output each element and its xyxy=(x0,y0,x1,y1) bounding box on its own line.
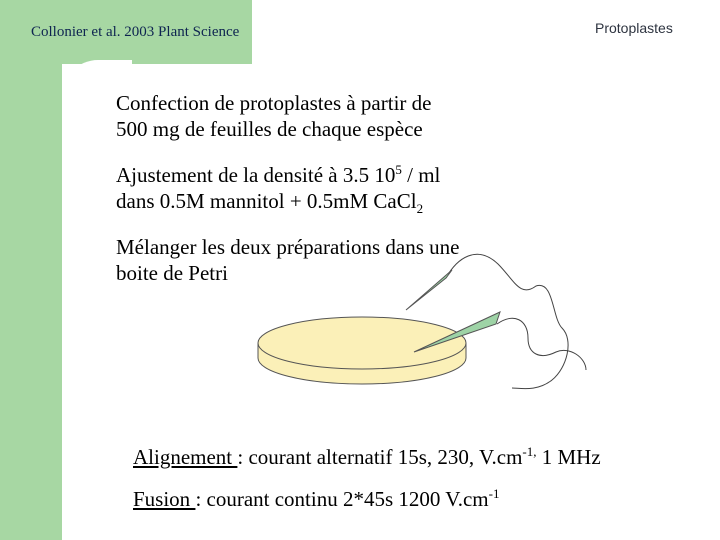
left-accent-bar xyxy=(0,0,62,540)
petri-dish-illustration xyxy=(252,248,592,398)
alignment-text: : courant alternatif 15s, 230, V.cm xyxy=(237,445,523,469)
step-2 xyxy=(116,162,441,217)
step-2-line-1 xyxy=(116,162,440,188)
petri-dish xyxy=(258,317,466,384)
electrode-wires xyxy=(446,254,586,388)
fusion-exponent: -1 xyxy=(488,486,500,501)
fusion-text: : courant continu 2*45s 1200 V.cm xyxy=(195,487,489,511)
step-1-line-1: Confection de protoplastes à partir de xyxy=(116,91,432,115)
alignment-frequency: 1 MHz xyxy=(536,445,601,469)
step-1-line-2: 500 mg de feuilles de chaque espèce xyxy=(116,117,423,141)
alignment-exponent: -1, xyxy=(522,444,537,459)
alignment-label: Alignement xyxy=(133,445,238,469)
fusion-line xyxy=(133,486,499,512)
step-1 xyxy=(116,90,431,142)
step-3-line-1: Mélanger les deux préparations dans une xyxy=(116,235,460,259)
medium-text: dans 0.5M mannitol + 0.5mM CaCl xyxy=(116,189,417,213)
electrode-1 xyxy=(406,270,452,310)
citation: Collonier et al. 2003 Plant Science xyxy=(31,24,240,40)
fusion-label: Fusion xyxy=(133,487,196,511)
alignment-line xyxy=(133,444,601,470)
density-exponent: 5 xyxy=(395,162,402,177)
density-unit: / ml xyxy=(401,163,441,187)
step-3-line-2: boite de Petri xyxy=(116,261,228,285)
cacl2-subscript: 2 xyxy=(416,201,424,217)
step-2-line-2 xyxy=(116,188,440,217)
density-text: Ajustement de la densité à 3.5 10 xyxy=(116,163,396,187)
slide-title: Protoplastes xyxy=(595,20,673,36)
